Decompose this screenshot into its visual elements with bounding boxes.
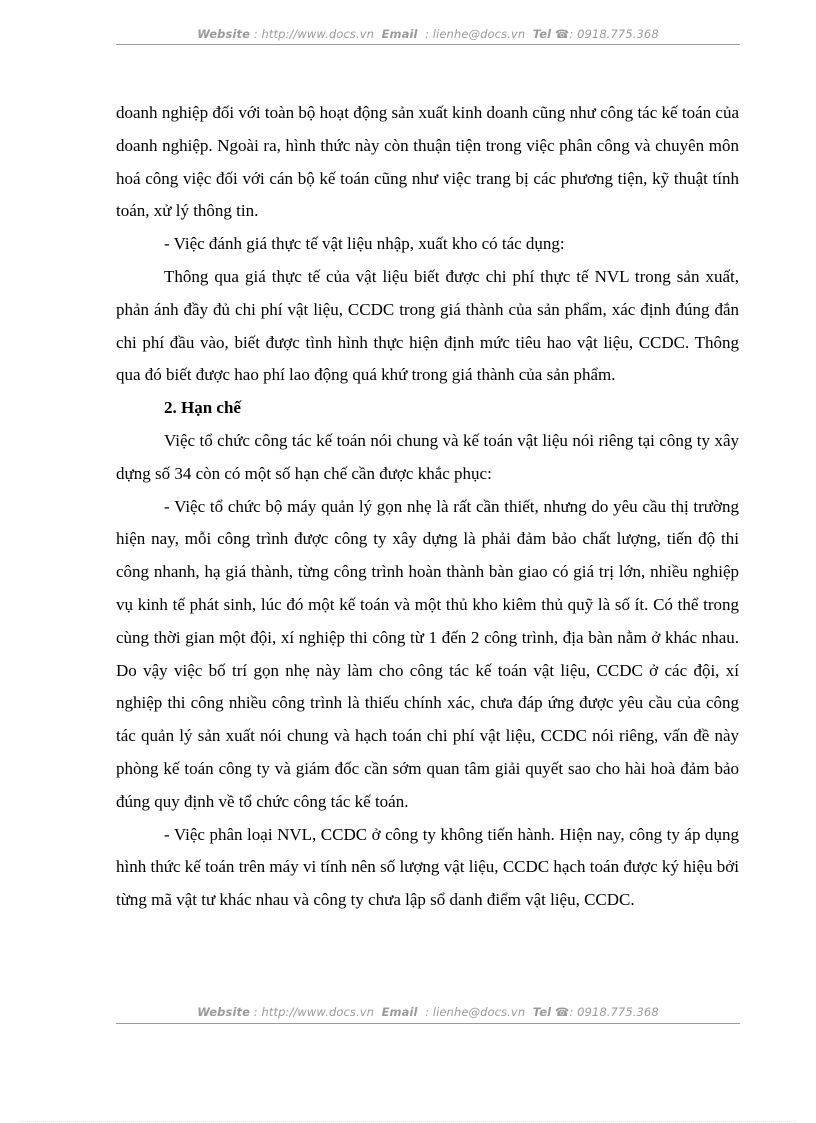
- page-bottom-border: [20, 1121, 796, 1122]
- tel-label: Tel: [532, 1005, 552, 1019]
- phone-icon: ☎: [554, 1005, 570, 1019]
- website-value: : http://www.docs.vn: [253, 1005, 375, 1019]
- paragraph: Thông qua giá thực tế của vật liệu biết được chi phí thực tế NVL trong sản xuất, phản ánh đầy đủ chi phí vật liệu, CCDC trong giá thành của sản phẩm, xác định đúng đắn chi phí đầu vào, biết được tình hình thực hiện định mức tiêu hao vật liệu, CCDC. Thông qua đó biết được hao phí lao động quá khứ trong giá thành của sản phẩm.: [116, 266, 739, 385]
- footer-rule: [116, 1023, 740, 1024]
- page-header: [116, 27, 740, 41]
- paragraph: - Việc phân loại NVL, CCDC ở công ty không tiến hành. Hiện nay, công ty áp dụng hình thức kế toán trên máy vi tính nên số lượng vật liệu, CCDC hạch toán được ký hiệu bởi từng mã vật tư khác nhau và công ty chưa lập sổ danh điểm vật liệu, CCDC.: [116, 824, 739, 910]
- website-label: Website: [197, 1005, 250, 1019]
- paragraph: doanh nghiệp đối với toàn bộ hoạt động sản xuất kinh doanh cũng như công tác kế toán của doanh nghiệp. Ngoài ra, hình thức này còn thuận tiện trong việc phân công và chuyên môn hoá công việc đối với cán bộ kế toán cũng như việc trang bị các phương tiện, kỹ thuật tính toán, xử lý thông tin.: [116, 103, 739, 221]
- email-value: : lienhe@docs.vn: [425, 27, 526, 41]
- paragraph: - Việc tổ chức bộ máy quản lý gọn nhẹ là rất cần thiết, nhưng do yêu cầu thị trường hiện nay, mỗi công trình được công ty xây dựng là phải đảm bảo chất lượng, tiến độ thi công nhanh, hạ giá thành, từng công trình hoàn thành bàn giao có giá trị lớn, nhiều nghiệp vụ kinh tế phát sinh, lúc đó một kế toán và một thủ kho kiêm thủ quỹ là số ít. Có thể trong cùng thời gian một đội, xí nghiệp thi công từ 1 đến 2 công trình, địa bàn nằm ở khác nhau. Do vậy việc bố trí gọn nhẹ này làm cho công tác kế toán vật liệu, CCDC ở các đội, xí nghiệp thi công nhiều công trình là thiếu chính xác, chưa đáp ứng được yêu cầu của công tác quản lý sản xuất nói chung và hạch toán chi phí vật liệu, CCDC nói riêng, vấn đề này phòng kế toán công ty và giám đốc cần sớm quan tâm giải quyết sao cho hài hoà đảm bảo đúng quy định về tổ chức công tác kế toán.: [116, 496, 739, 811]
- page-footer: [116, 1005, 740, 1019]
- email-value: : lienhe@docs.vn: [425, 1005, 526, 1019]
- tel-value: : 0918.775.368: [569, 27, 659, 41]
- paragraph: Việc tổ chức công tác kế toán nói chung và kế toán vật liệu nói riêng tại công ty xây dựng số 34 còn có một số hạn chế cần được khắc phục:: [116, 430, 739, 483]
- tel-label: Tel: [532, 27, 552, 41]
- email-label: Email: [381, 1005, 418, 1019]
- tel-value: : 0918.775.368: [569, 1005, 659, 1019]
- paragraph: - Việc đánh giá thực tế vật liệu nhập, xuất kho có tác dụng:: [164, 234, 565, 254]
- section-heading: 2. Hạn chế: [164, 398, 241, 418]
- website-value: : http://www.docs.vn: [253, 27, 375, 41]
- document-body: [116, 97, 739, 917]
- header-rule: [116, 44, 740, 45]
- website-label: Website: [197, 27, 250, 41]
- phone-icon: ☎: [554, 27, 570, 41]
- email-label: Email: [381, 27, 418, 41]
